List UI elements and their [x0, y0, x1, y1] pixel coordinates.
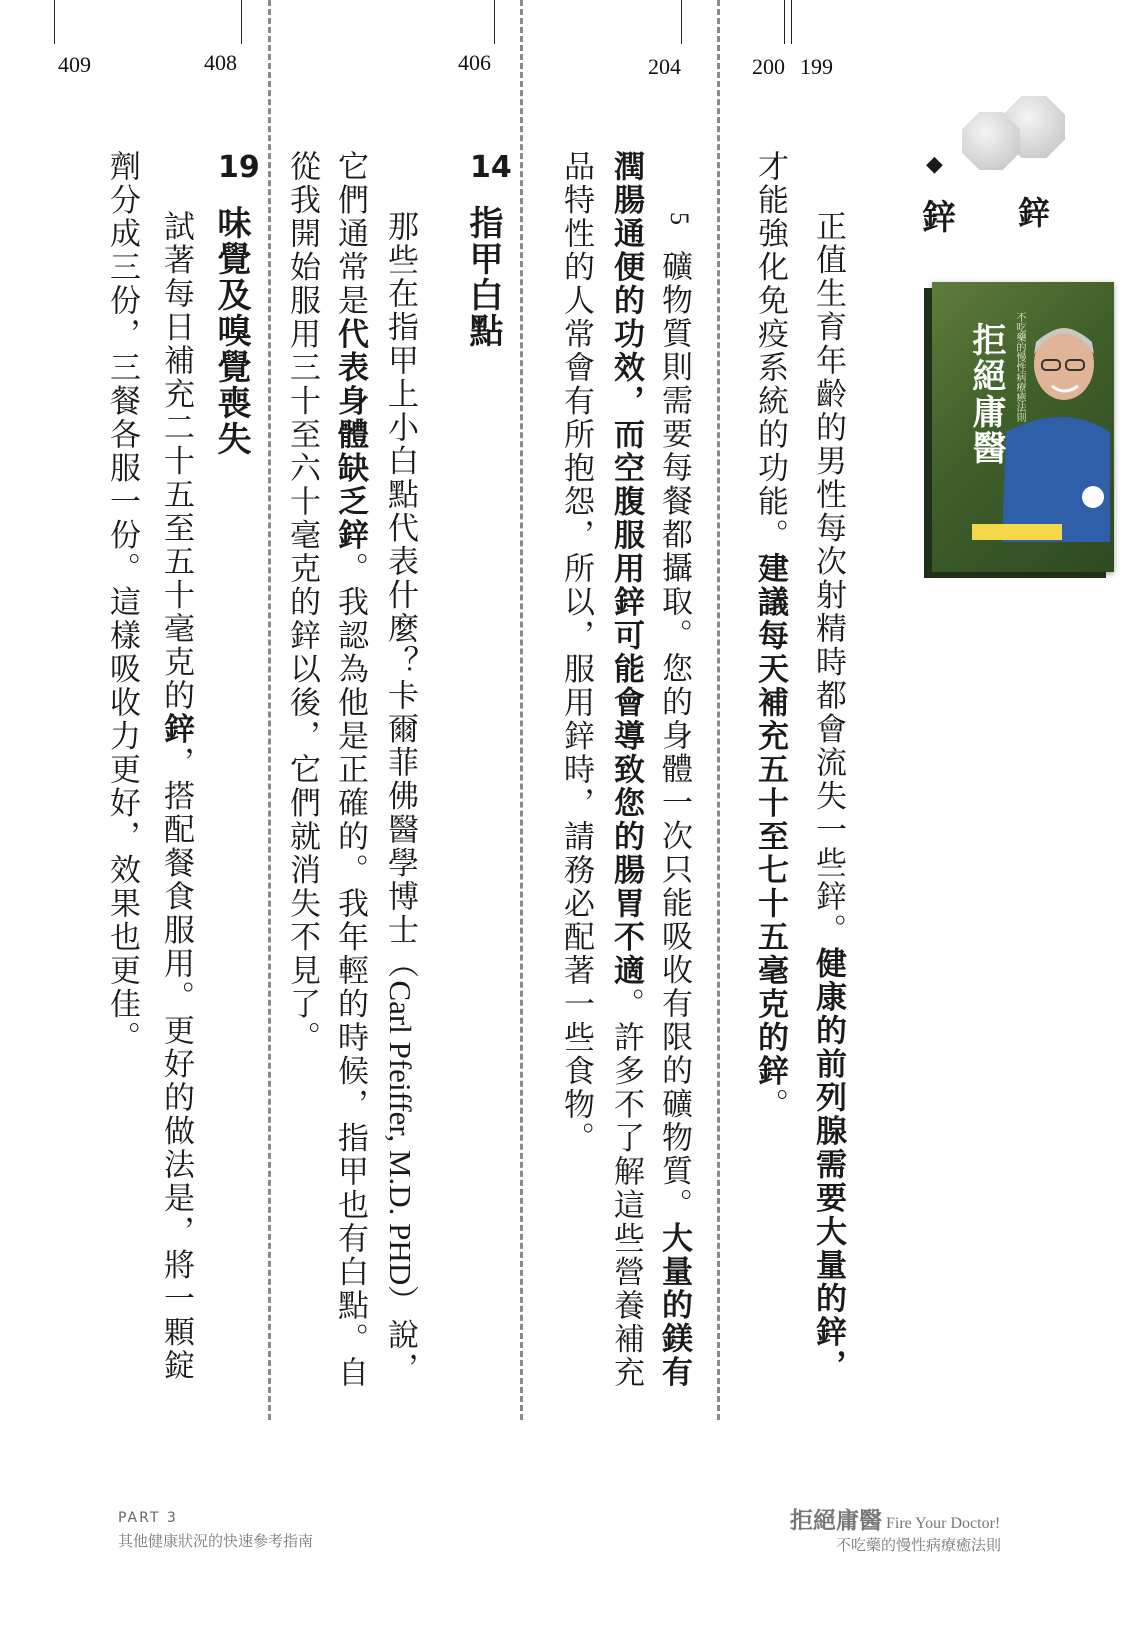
- footnote-ref: 5: [665, 212, 694, 225]
- roman-name: Carl Pfeiffer, M.D. PHD: [383, 980, 418, 1286]
- tick-mark: [791, 0, 792, 44]
- footer-book-title-zh: 拒絕庸醫: [790, 1507, 882, 1534]
- mineral-icon: [962, 112, 1020, 170]
- text-column: [752, 150, 788, 1122]
- tick-mark: [241, 0, 242, 44]
- paragraph-text: ，搭配餐食服用。更好的做法是，將一顆錠: [158, 746, 194, 1383]
- book-cover-image: [932, 282, 1114, 572]
- tick-mark: [784, 0, 785, 44]
- page-ref-204: 204: [648, 54, 681, 79]
- tick-mark: [494, 0, 495, 44]
- separator-dashed: [717, 0, 720, 1420]
- emphasis-text: 代表身體缺乏鋅: [332, 317, 368, 552]
- tick-mark: [54, 0, 55, 44]
- bullet-icon: ◆: [926, 152, 943, 177]
- text-column: [332, 150, 368, 1390]
- paragraph-text: 劑分成三份，三餐各服一份。這樣吸收力更好，效果也更佳。: [104, 150, 140, 1055]
- separator-dashed: [268, 0, 271, 1420]
- page-ref-406: 406: [458, 50, 491, 75]
- emphasis-text: 鋅: [158, 712, 194, 746]
- book-cover-seal: [1082, 486, 1104, 508]
- text-column: [558, 150, 594, 1155]
- text-column: [810, 210, 846, 1383]
- separator-dashed: [520, 0, 523, 1420]
- paragraph-text: 。我認為他是正確的。我年輕的時候，指甲也有白點。自: [332, 552, 368, 1390]
- page-ref-409: 409: [58, 52, 91, 77]
- text-column: [158, 210, 194, 1383]
- footer-part-label: PART 3: [118, 1510, 178, 1526]
- paragraph-text: 。許多不了解這些營養補充: [608, 987, 644, 1390]
- paragraph-text: 那些在指甲上小白點代表什麼？卡爾菲佛醫學博士（: [382, 210, 418, 981]
- text-column: [656, 250, 692, 1389]
- footer-book-title: [790, 1502, 1000, 1535]
- item-number: 14: [470, 150, 512, 185]
- page-ref-199: 199: [800, 54, 833, 79]
- emphasis-text: 潤腸通便的功效，而空腹服用鋅可能會導致您的腸胃不適: [608, 150, 644, 988]
- paragraph-text: 。: [752, 1088, 788, 1122]
- page-ref-408: 408: [204, 50, 237, 75]
- book-cover-badge: [972, 524, 1062, 540]
- text-column: [608, 150, 644, 1390]
- paragraph-text: 從我開始服用三十至六十毫克的鋅以後，它們就消失不見了。: [284, 150, 320, 1055]
- emphasis-text: 大量的鎂有: [656, 1221, 692, 1389]
- paragraph-text: 它們通常是: [332, 150, 368, 318]
- section-icon-label: 鋅: [1018, 194, 1051, 232]
- book-cover-subtitle: 不吃藥的慢性病療癒法則: [1014, 312, 1025, 422]
- book-cover-title: 拒絕庸醫: [966, 322, 1006, 466]
- emphasis-text: 健康的前列腺需要大量的鋅，: [810, 947, 846, 1383]
- emphasis-text: 建議每天補充五十至七十五毫克的鋅: [752, 552, 788, 1088]
- footer-book-subtitle: 不吃藥的慢性病療癒法則: [836, 1536, 1002, 1554]
- text-column: [284, 150, 320, 1055]
- text-column: [104, 150, 140, 1055]
- page-ref-200: 200: [752, 54, 785, 79]
- footer-book-title-en: Fire Your Doctor!: [886, 1515, 1001, 1532]
- paragraph-text: 礦物質則需要每餐都攝取。您的身體一次只能吸收有限的礦物質。: [656, 250, 692, 1222]
- paragraph-text: 才能強化免疫系統的功能。: [752, 150, 788, 552]
- item-heading: 味覺及嗅覺喪失: [211, 205, 251, 457]
- paragraph-text: ）說，: [382, 1285, 418, 1386]
- paragraph-text: 品特性的人常會有所抱怨，所以，服用鋅時，請務必配著一些食物。: [558, 150, 594, 1155]
- tick-mark: [681, 0, 682, 44]
- paragraph-text: 試著每日補充二十五至五十毫克的: [158, 210, 194, 713]
- item-number: 19: [218, 150, 260, 185]
- text-column: [384, 210, 416, 1386]
- footer-part-subtitle: 其他健康狀況的快速參考指南: [118, 1532, 314, 1550]
- section-heading: 鋅: [922, 198, 956, 238]
- paragraph-text: 正值生育年齡的男性每次射精時都會流失一些鋅。: [810, 210, 846, 947]
- item-heading: 指甲白點: [463, 205, 503, 349]
